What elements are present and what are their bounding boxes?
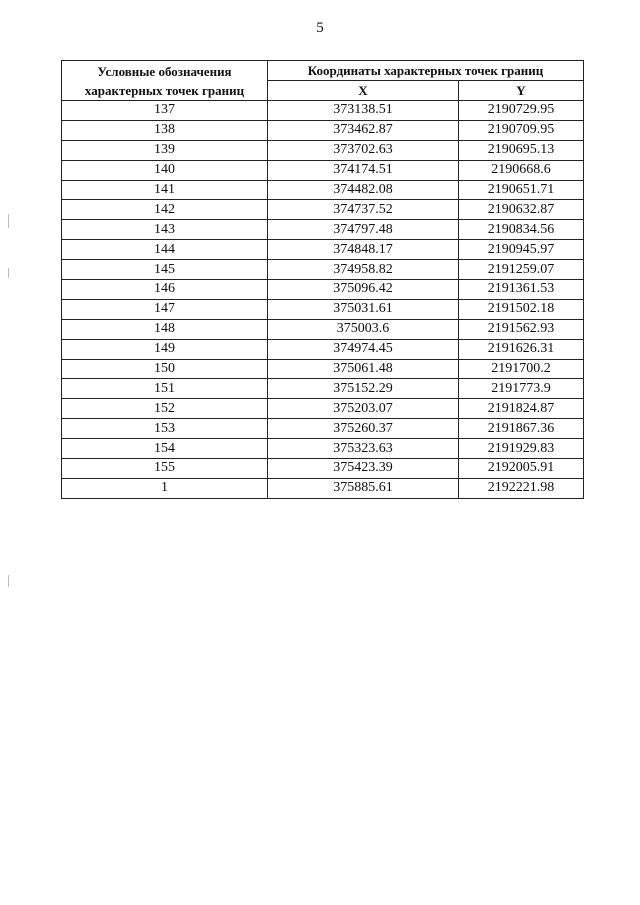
y-coordinate-cell: 2191361.53	[459, 280, 584, 300]
x-coordinate-cell: 375152.29	[268, 379, 459, 399]
table-row	[62, 180, 584, 200]
y-coordinate-cell: 2191867.36	[459, 419, 584, 439]
point-cell: 154	[62, 439, 268, 459]
point-cell: 151	[62, 379, 268, 399]
x-coordinate-cell: 375096.42	[268, 280, 459, 300]
x-coordinate-cell: 374848.17	[268, 240, 459, 260]
x-coordinate-cell: 374174.51	[268, 160, 459, 180]
table-row	[62, 280, 584, 300]
point-cell: 152	[62, 399, 268, 419]
y-coordinate-cell: 2190709.95	[459, 120, 584, 140]
table-row	[62, 260, 584, 280]
scan-mark	[8, 268, 9, 278]
table-row	[62, 120, 584, 140]
y-coordinate-cell: 2191773.9	[459, 379, 584, 399]
point-cell: 147	[62, 299, 268, 319]
table-row	[62, 379, 584, 399]
point-cell: 144	[62, 240, 268, 260]
y-coordinate-cell: 2190834.56	[459, 220, 584, 240]
legend-column-header: Условные обозначения характерных точек границ	[62, 61, 268, 101]
x-coordinate-cell: 374974.45	[268, 339, 459, 359]
y-coordinate-cell: 2190651.71	[459, 180, 584, 200]
y-coordinate-cell: 2190668.6	[459, 160, 584, 180]
y-coordinate-cell: 2192221.98	[459, 478, 584, 498]
x-coordinate-cell: 375203.07	[268, 399, 459, 419]
table-row	[62, 200, 584, 220]
table-row	[62, 478, 584, 498]
x-coordinate-cell: 374797.48	[268, 220, 459, 240]
table-row	[62, 459, 584, 479]
table-row	[62, 359, 584, 379]
table-body	[62, 101, 584, 499]
table-row	[62, 140, 584, 160]
point-cell: 150	[62, 359, 268, 379]
x-coordinate-cell: 374482.08	[268, 180, 459, 200]
x-coordinate-cell: 375031.61	[268, 299, 459, 319]
table-row	[62, 101, 584, 121]
table-row	[62, 339, 584, 359]
point-cell: 139	[62, 140, 268, 160]
x-coordinate-cell: 375260.37	[268, 419, 459, 439]
table-row	[62, 299, 584, 319]
point-cell: 143	[62, 220, 268, 240]
x-column-header: X	[268, 81, 459, 101]
point-cell: 149	[62, 339, 268, 359]
point-cell: 155	[62, 459, 268, 479]
y-coordinate-cell: 2191626.31	[459, 339, 584, 359]
y-coordinate-cell: 2192005.91	[459, 459, 584, 479]
table-row	[62, 220, 584, 240]
y-coordinate-cell: 2190695.13	[459, 140, 584, 160]
y-coordinate-cell: 2191824.87	[459, 399, 584, 419]
page-number: 5	[316, 20, 324, 36]
y-coordinate-cell: 2191502.18	[459, 299, 584, 319]
x-coordinate-cell: 375423.39	[268, 459, 459, 479]
y-coordinate-cell: 2190945.97	[459, 240, 584, 260]
point-cell: 146	[62, 280, 268, 300]
table-row	[62, 439, 584, 459]
point-cell: 141	[62, 180, 268, 200]
y-column-header: Y	[459, 81, 584, 101]
y-coordinate-cell: 2190729.95	[459, 101, 584, 121]
y-coordinate-cell: 2191562.93	[459, 319, 584, 339]
x-coordinate-cell: 374958.82	[268, 260, 459, 280]
x-coordinate-cell: 375885.61	[268, 478, 459, 498]
x-coordinate-cell: 373702.63	[268, 140, 459, 160]
x-coordinate-cell: 375061.48	[268, 359, 459, 379]
table-row	[62, 319, 584, 339]
point-cell: 148	[62, 319, 268, 339]
coordinates-table	[61, 60, 584, 499]
point-cell: 138	[62, 120, 268, 140]
x-coordinate-cell: 375003.6	[268, 319, 459, 339]
point-cell: 142	[62, 200, 268, 220]
scan-mark	[8, 575, 9, 587]
y-coordinate-cell: 2191259.07	[459, 260, 584, 280]
point-cell: 153	[62, 419, 268, 439]
point-cell: 145	[62, 260, 268, 280]
table-row	[62, 399, 584, 419]
point-cell: 140	[62, 160, 268, 180]
table-row	[62, 419, 584, 439]
y-coordinate-cell: 2191700.2	[459, 359, 584, 379]
table-row	[62, 240, 584, 260]
x-coordinate-cell: 374737.52	[268, 200, 459, 220]
y-coordinate-cell: 2191929.83	[459, 439, 584, 459]
point-cell: 137	[62, 101, 268, 121]
table-row	[62, 160, 584, 180]
x-coordinate-cell: 373462.87	[268, 120, 459, 140]
table-header	[62, 61, 584, 101]
x-coordinate-cell: 373138.51	[268, 101, 459, 121]
scan-mark	[8, 214, 9, 228]
point-cell: 1	[62, 478, 268, 498]
coordinates-group-header: Координаты характерных точек границ	[268, 61, 584, 81]
x-coordinate-cell: 375323.63	[268, 439, 459, 459]
y-coordinate-cell: 2190632.87	[459, 200, 584, 220]
